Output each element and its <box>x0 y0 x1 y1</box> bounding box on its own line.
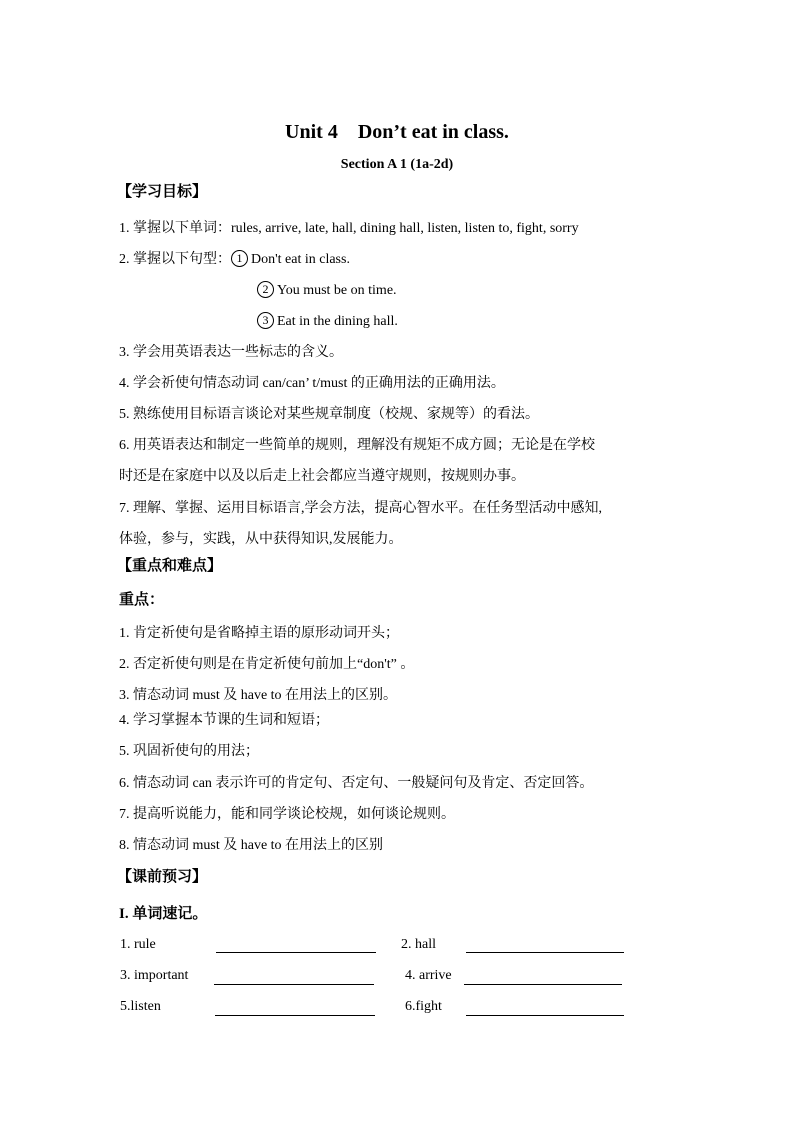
keypoint-item: 7. 提高听说能力，能和同学谈论校规，如何谈论规则。 <box>119 807 455 822</box>
keypoints-subheading: 重点： <box>119 592 165 608</box>
goal-item-6-line-1: 6. 用英语表达和制定一些简单的规则，理解没有规矩不成方圆；无论是在学校 <box>119 438 595 453</box>
pattern-3: Eat in the dining hall. <box>277 314 398 329</box>
goal-item-4: 4. 学会祈使句情态动词 can/can’ t/must 的正确用法的正确用法。 <box>119 376 505 391</box>
pattern-row-2 <box>257 281 397 301</box>
keypoint-item: 4. 学习掌握本节课的生词和短语； <box>119 713 329 728</box>
goal-item-5: 5. 熟练使用目标语言谈论对某些规章制度（校规、家规等）的看法。 <box>119 407 539 422</box>
goals-heading: 【学习目标】 <box>117 184 208 200</box>
keypoint-item: 6. 情态动词 can 表示许可的肯定句、否定句、一般疑问句及肯定、否定回答。 <box>119 776 594 791</box>
vocab-section-title: I. 单词速记。 <box>119 906 208 922</box>
vocab-blank-1[interactable] <box>216 952 376 953</box>
vocab-blank-4[interactable] <box>464 984 622 985</box>
vocab-blank-5[interactable] <box>215 1015 375 1016</box>
page-title: Unit 4 Don’t eat in class. <box>285 121 509 143</box>
vocab-word-2: 2. hall <box>401 937 436 952</box>
vocab-blank-2[interactable] <box>466 952 624 953</box>
vocab-word-3: 3. important <box>120 968 189 983</box>
keypoints-heading: 【重点和难点】 <box>117 558 223 574</box>
keypoint-item: 8. 情态动词 must 及 have to 在用法上的区别 <box>119 838 384 853</box>
pattern-number-1: 1 <box>231 250 248 267</box>
goal-item-7-line-1: 7. 理解、掌握、运用目标语言,学会方法，提高心智水平。在任务型活动中感知, <box>119 501 602 516</box>
pattern-number-2: 2 <box>257 281 274 298</box>
pattern-2: You must be on time. <box>277 283 397 298</box>
goal-item-6-line-2: 时还是在家庭中以及以后走上社会都应当遵守规则，按规则办事。 <box>119 469 525 484</box>
pattern-number-3: 3 <box>257 312 274 329</box>
goal-item-1: 1. 掌握以下单词：rules, arrive, late, hall, dining hall, listen, listen to, fight, sorry <box>119 221 579 236</box>
vocab-word-6: 6.fight <box>405 999 442 1014</box>
goal-item-2 <box>119 250 350 270</box>
preview-heading: 【课前预习】 <box>117 869 208 885</box>
goal-item-7-line-2: 体验，参与，实践，从中获得知识,发展能力。 <box>119 532 403 547</box>
vocab-word-1: 1. rule <box>120 937 156 952</box>
keypoint-item: 3. 情态动词 must 及 have to 在用法上的区别。 <box>119 688 398 703</box>
goal-item-2-label: 2. 掌握以下句型： <box>119 252 231 267</box>
vocab-blank-6[interactable] <box>466 1015 624 1016</box>
pattern-row-3 <box>257 312 398 332</box>
vocab-blank-3[interactable] <box>214 984 374 985</box>
goal-item-3: 3. 学会用英语表达一些标志的含义。 <box>119 345 343 360</box>
vocab-word-4: 4. arrive <box>405 968 452 983</box>
section-subtitle: Section A 1 (1a-2d) <box>340 157 454 172</box>
pattern-1: Don't eat in class. <box>251 252 350 267</box>
keypoint-item: 5. 巩固祈使句的用法； <box>119 744 259 759</box>
keypoint-item: 1. 肯定祈使句是省略掉主语的原形动词开头； <box>119 626 399 641</box>
keypoint-item: 2. 否定祈使句则是在肯定祈使句前加上“don't” 。 <box>119 657 415 672</box>
vocab-word-5: 5.listen <box>120 999 161 1014</box>
